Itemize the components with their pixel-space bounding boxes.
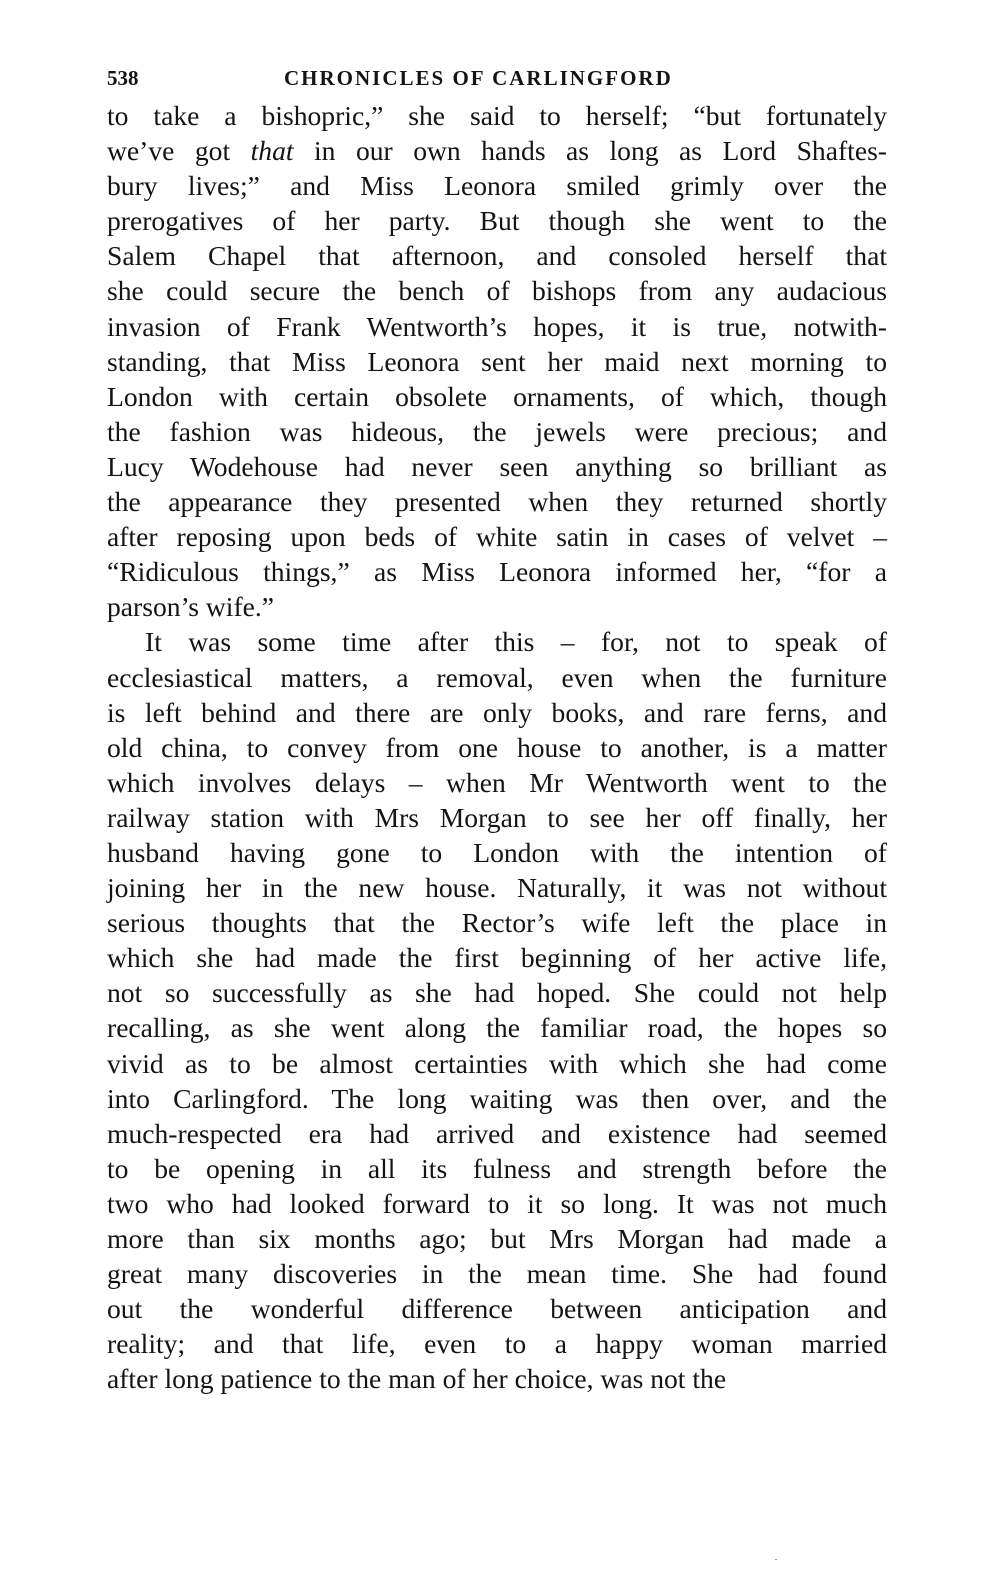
text-line: standing, that Miss Leonora sent her maid next morning to: [107, 345, 887, 377]
text-line: railway station with Mrs Morgan to see her off finally, her: [107, 801, 887, 833]
text-line: “Ridiculous things,” as Miss Leonora informed her, “for a: [107, 556, 887, 588]
text-line: to take a bishopric,” she said to herself; “but fortunately: [107, 100, 887, 131]
text-line: bury lives;” and Miss Leonora smiled grimly over the: [107, 170, 887, 202]
text-line: joining her in the new house. Naturally, it was not without: [107, 872, 887, 904]
text-line: to be opening in all its fulness and strength before the: [107, 1152, 887, 1184]
text-line: is left behind and there are only books, and rare ferns, and: [107, 696, 887, 728]
text-line: the fashion was hideous, the jewels were precious; and: [107, 415, 887, 447]
running-head: [107, 58, 887, 98]
book-page: [107, 58, 887, 1396]
running-title: CHRONICLES OF CARLINGFORD: [284, 66, 673, 90]
page-number: 538: [107, 66, 139, 90]
text-line: It was some time after this – for, not to speak of: [145, 626, 887, 658]
body-text: [107, 98, 887, 1396]
text-line: parson’s wife.”: [107, 591, 275, 623]
paragraph: [107, 624, 887, 1396]
text-line: into Carlingford. The long waiting was then over, and the: [107, 1082, 887, 1114]
text-line: more than six months ago; but Mrs Morgan had made a: [107, 1223, 887, 1254]
text-line: invasion of Frank Wentworth’s hopes, it is true, notwith-: [107, 310, 887, 342]
italic-emphasis: that: [250, 135, 294, 167]
text-line: great many discoveries in the mean time. She had found: [107, 1258, 887, 1290]
text-line: reality; and that life, even to a happy woman married: [107, 1328, 887, 1360]
paragraph: [107, 98, 887, 624]
text-line: after reposing upon beds of white satin in cases of velvet –: [107, 521, 887, 553]
text-line: husband having gone to London with the intention of: [107, 836, 887, 868]
text-line: much-respected era had arrived and existence had seemed: [107, 1117, 887, 1149]
text-line: which involves delays – when Mr Wentworth went to the: [107, 766, 887, 798]
text-line: not so successfully as she had hoped. She could not help: [107, 977, 887, 1009]
text-line: Lucy Wodehouse had never seen anything so brilliant as: [107, 450, 887, 482]
text-line: two who had looked forward to it so long. It was not much: [107, 1187, 887, 1219]
text-line: after long patience to the man of her choice, was not the: [107, 1363, 727, 1395]
print-speck: [775, 1559, 777, 1560]
text-line: vivid as to be almost certainties with which she had come: [107, 1047, 887, 1079]
text-line: the appearance they presented when they returned shortly: [107, 486, 887, 518]
text-line: out the wonderful difference between anticipation and: [107, 1293, 887, 1325]
text-line: ecclesiastical matters, a removal, even when the furniture: [107, 661, 887, 693]
text-line: she could secure the bench of bishops from any audacious: [107, 275, 887, 307]
text-line: old china, to convey from one house to another, is a matter: [107, 731, 887, 763]
text-line: Salem Chapel that afternoon, and consoled herself that: [107, 240, 887, 272]
text-line: London with certain obsolete ornaments, of which, though: [107, 380, 887, 412]
text-line: serious thoughts that the Rector’s wife left the place in: [107, 907, 887, 939]
text-line: recalling, as she went along the familiar road, the hopes so: [107, 1012, 887, 1044]
text-line: we’ve got that in our own hands as long as Lord Shaftes-: [107, 135, 887, 167]
text-line: prerogatives of her party. But though she went to the: [107, 205, 887, 237]
text-line: which she had made the first beginning of her active life,: [107, 942, 887, 974]
